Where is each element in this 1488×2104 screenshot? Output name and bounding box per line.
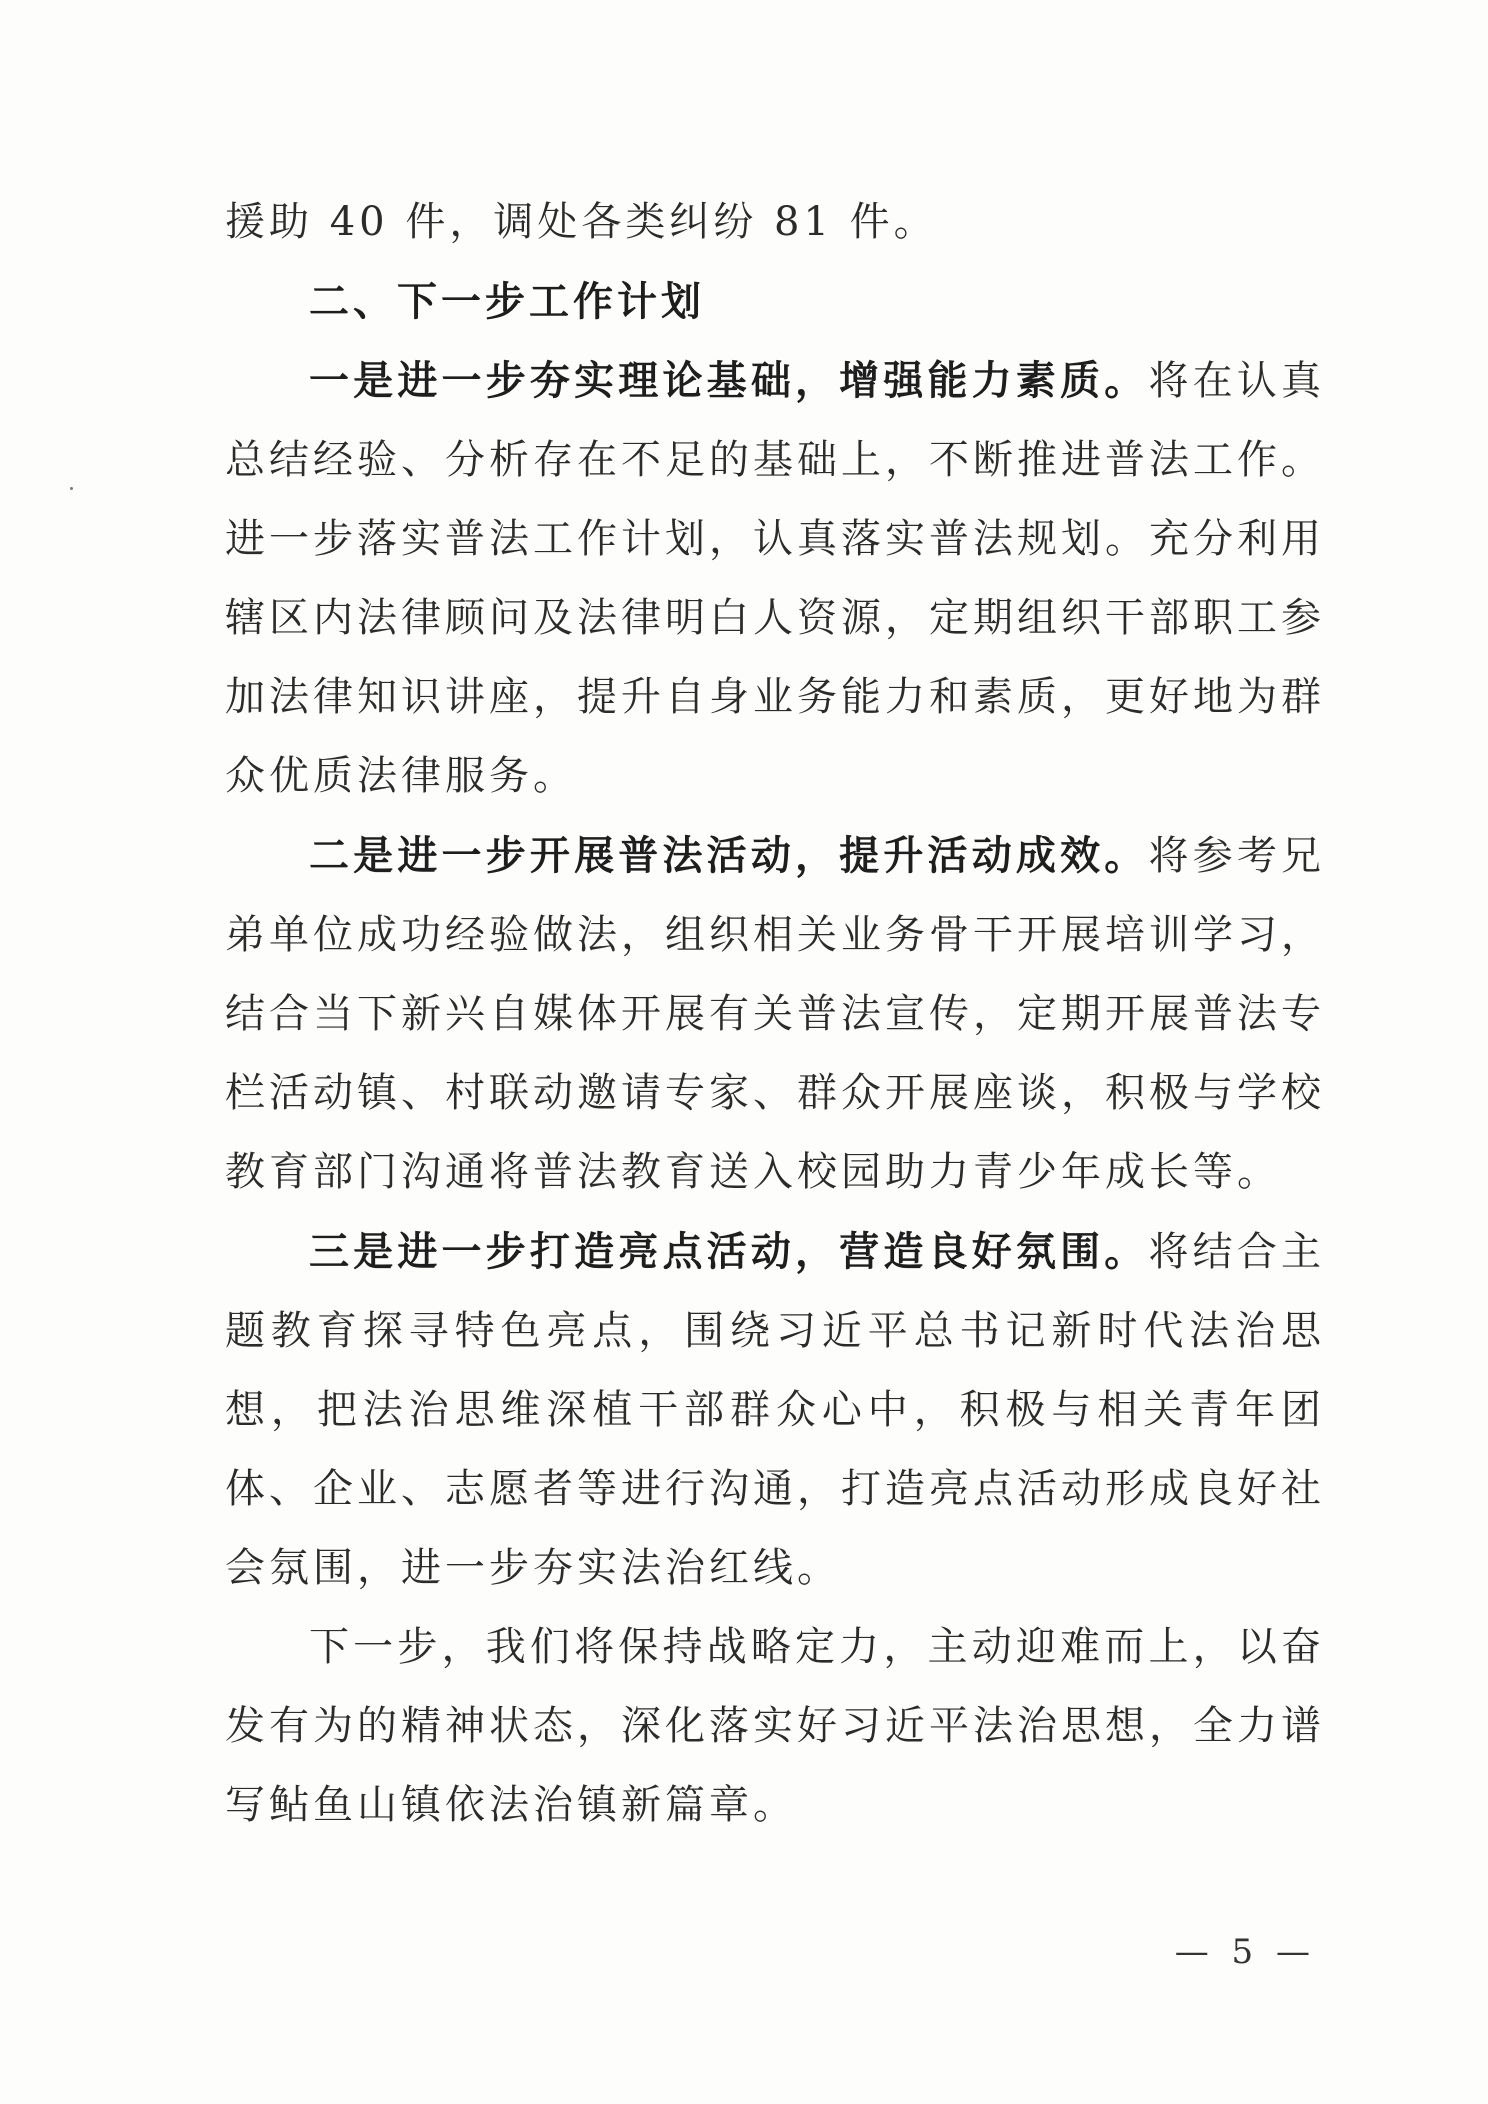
plan-paragraph-2	[225, 816, 1325, 1212]
plan-lead-1: 一是进一步夯实理论基础，增强能力素质。	[309, 357, 1149, 404]
plan-text-3: 将结合主题教育探寻特色亮点，围绕习近平总书记新时代法治思想，把法治思维深植干部群众心中，积极与相关青年团体、企业、志愿者等进行沟通，打造亮点活动形成良好社会氛围，进一步夯实法治红线。	[225, 1229, 1326, 1591]
plan-paragraph-3	[225, 1212, 1325, 1608]
scan-speck	[70, 487, 73, 490]
plan-text-2: 将参考兄弟单位成功经验做法，组织相关业务骨干开展培训学习，结合当下新兴自媒体开展有关普法宣传，定期开展普法专栏活动镇、村联动邀请专家、群众开展座谈，积极与学校教育部门沟通将普法教育送入校园助力青少年成长等。	[225, 833, 1326, 1195]
plan-text-1: 将在认真总结经验、分析存在不足的基础上，不断推进普法工作。进一步落实普法工作计划，认真落实普法规划。充分利用辖区内法律顾问及法律明白人资源，定期组织干部职工参加法律知识讲座，提升自身业务能力和素质，更好地为群众优质法律服务。	[225, 358, 1326, 799]
section-heading: 二、下一步工作计划	[309, 278, 705, 325]
plan-paragraph-1	[225, 341, 1325, 816]
closing-paragraph: 下一步，我们将保持战略定力，主动迎难而上，以奋发有为的精神状态，深化落实好习近平法治思想，全力谱写鲇鱼山镇依法治镇新篇章。	[225, 1624, 1325, 1828]
document-body	[225, 183, 1325, 1845]
continuation-paragraph: 援助 40 件，调处各类纠纷 81 件。	[225, 199, 938, 245]
plan-lead-3: 三是进一步打造亮点活动，营造良好氛围。	[309, 1228, 1149, 1275]
page-number: — 5 —	[1174, 1932, 1316, 1972]
plan-lead-2: 二是进一步开展普法活动，提升活动成效。	[309, 832, 1149, 879]
